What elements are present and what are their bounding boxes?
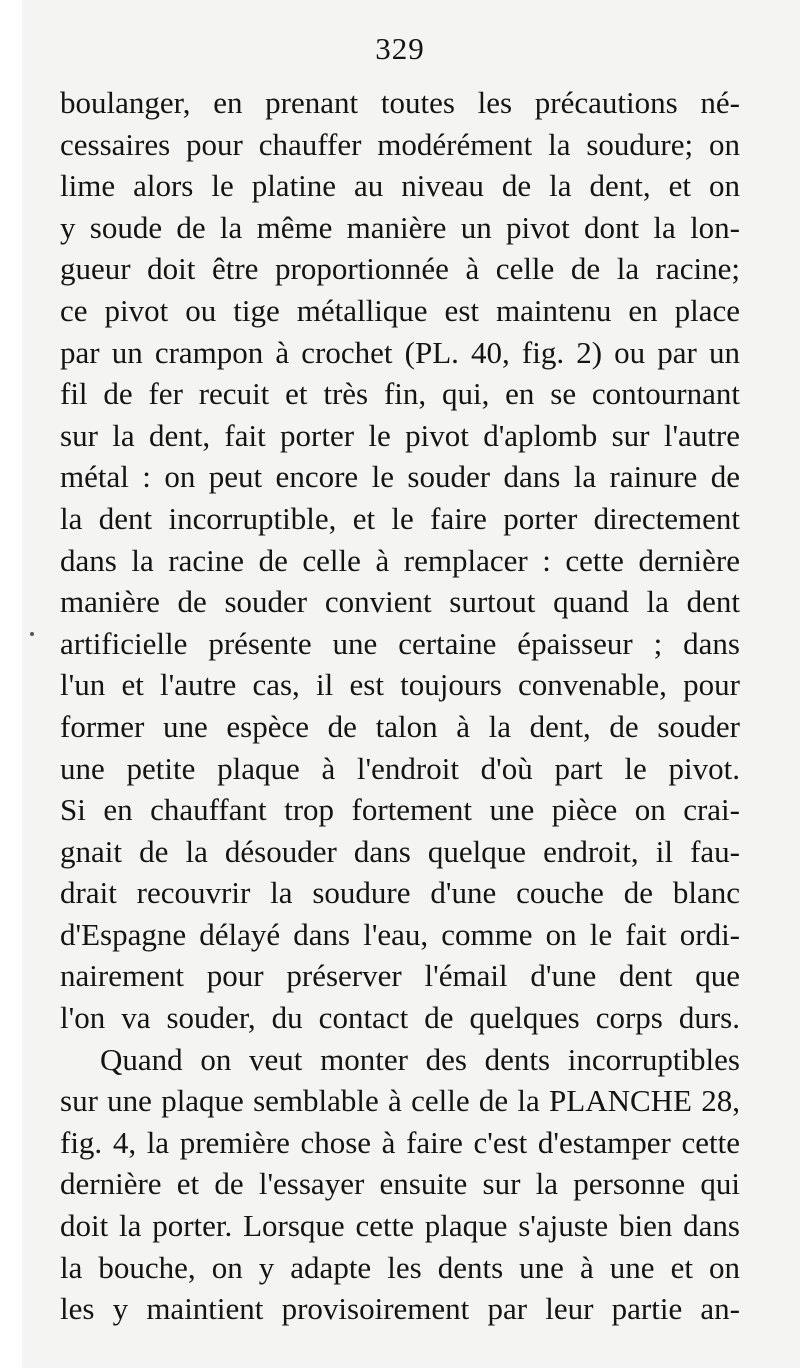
text-line: la bouche, on y adapte les dents une à une et on — [60, 1249, 740, 1285]
text-line: d'Espagne délayé dans l'eau, comme on le fait ordi- — [60, 916, 740, 952]
text-line: fig. 4, la première chose à faire c'est d'estamper cette — [60, 1124, 740, 1160]
text-line: doit la porter. Lorsque cette plaque s'ajuste bien dans — [60, 1208, 740, 1244]
text-line: nairement pour préserver l'émail d'une dent que — [60, 958, 740, 994]
text-line: l'un et l'autre cas, il est toujours convenable, pour — [60, 667, 740, 703]
text-line: fil de fer recuit et très fin, qui, en se contournant — [60, 376, 740, 412]
text-line: lime alors le platine au niveau de la dent, et on — [60, 168, 740, 204]
text-line: une petite plaque à l'endroit d'où part le pivot. — [60, 750, 740, 786]
body-text — [60, 82, 740, 1330]
text-line: la dent incorruptible, et le faire porter directement — [60, 500, 740, 536]
left-page-margin — [0, 0, 22, 1368]
text-line: manière de souder convient surtout quand la dent — [60, 584, 740, 620]
text-line: artificielle présente une certaine épaisseur ; dans — [60, 625, 740, 661]
text-line: former une espèce de talon à la dent, de souder — [60, 708, 740, 744]
text-line: ce pivot ou tige métallique est maintenu en place — [60, 292, 740, 328]
text-line: l'on va souder, du contact de quelques corps durs. — [60, 1000, 740, 1036]
text-line: Si en chauffant trop fortement une pièce on crai- — [60, 792, 740, 828]
text-line: sur une plaque semblable à celle de la PLANCHE 28, — [60, 1083, 740, 1119]
text-line: cessaires pour chauffer modérément la soudure; on — [60, 126, 740, 162]
page-number: 329 — [375, 31, 425, 66]
text-line: y soude de la même manière un pivot dont la lon- — [60, 209, 740, 245]
ink-speck — [30, 632, 34, 636]
text-line: gueur doit être proportionnée à celle de la racine; — [60, 251, 740, 287]
text-line: drait recouvrir la soudure d'une couche de blanc — [60, 875, 740, 911]
text-line: boulanger, en prenant toutes les précautions né- — [60, 85, 740, 120]
text-line: dernière et de l'essayer ensuite sur la personne qui — [60, 1166, 740, 1202]
text-line: sur la dent, fait porter le pivot d'aplomb sur l'autre — [60, 417, 740, 453]
text-line: dans la racine de celle à remplacer : cette dernière — [60, 542, 740, 578]
text-line: les y maintient provisoirement par leur partie an- — [60, 1291, 740, 1327]
text-line: par un crampon à crochet (PL. 40, fig. 2) ou par un — [60, 334, 740, 370]
paragraph-start-line: Quand on veut monter des dents incorruptibles — [100, 1041, 740, 1077]
text-line: métal : on peut encore le souder dans la rainure de — [60, 459, 740, 495]
text-line: gnait de la désouder dans quelque endroit, il fau- — [60, 833, 740, 869]
